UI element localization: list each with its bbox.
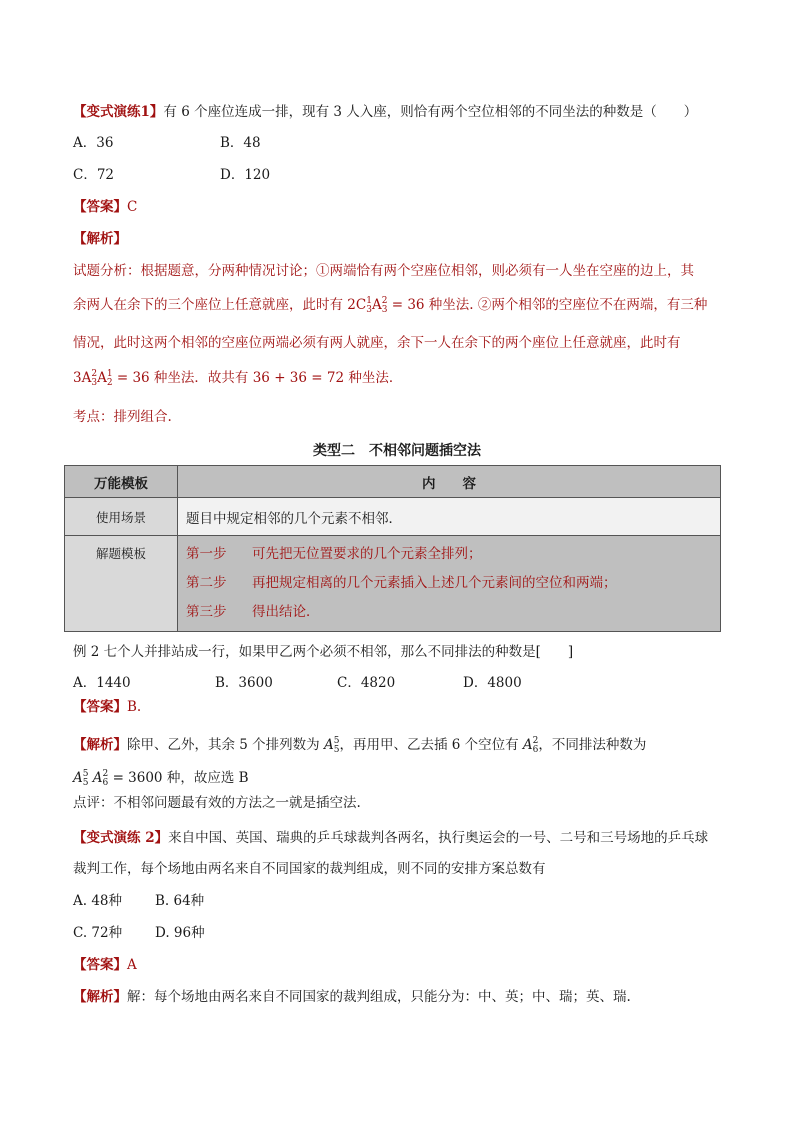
ex1-formula-2c31a32: 2C 1 3 A 2 3 — [347, 295, 388, 315]
ex1-analysis-line1: 试题分析：根据题意，分两种情况讨论；①两端恰有两个空座位相邻，则必须有一人坐在空座的边上，其 — [73, 263, 694, 279]
ex1-analysis-line2 — [73, 295, 707, 315]
ex3-line2: 裁判工作，每个场地由两名来自不同国家的裁判组成，则不同的安排方案总数有 — [73, 861, 546, 877]
table-row2-content — [178, 536, 721, 632]
ex1-analysis-line2b: = 36 种坐法. ②两个相邻的空座位不在两端，有三种 — [391, 297, 708, 313]
template-step-1 — [186, 540, 712, 569]
ex1-answer-tag: 【答案】 — [73, 199, 127, 215]
ex1-option-c: C．72 — [73, 167, 115, 183]
ex2-analysis-line2-text: = 3600 种，故应选 B — [112, 770, 249, 786]
step-2-text: 再把规定相离的几个元素插入上述几个元素间的空位和两端； — [252, 575, 617, 591]
ex2-option-b: B．3600 — [215, 675, 273, 691]
ex3-line1-text: 来自中国、英国、瑞典的乒乓球裁判各两名，执行奥运会的一号、二号和三号场地的乒乓球 — [168, 830, 709, 846]
ex3-analysis-text: 解：每个场地由两名来自不同国家的裁判组成，只能分为：中、英；中、瑞；英、瑞. — [127, 989, 631, 1005]
step-3-text: 得出结论． — [252, 604, 320, 620]
ex1-formula-3a32a21: 3A 2 3 A 1 2 — [73, 368, 113, 388]
ex1-analysis-line2a: 余两人在余下的三个座位上任意就座，此时有 — [73, 297, 343, 313]
ex1-analysis-line3: 情况，此时这两个相邻的空座位两端必须有两人就座，余下一人在余下的两个座位上任意就座，此时有 — [73, 335, 681, 351]
ex2-analysis-line2 — [73, 768, 249, 788]
ex2-question: 例 2 七个人并排站成一行，如果甲乙两个必须不相邻，那么不同排法的种数是[ ] — [73, 644, 574, 660]
ex1-analysis-line4-text: = 36 种坐法．故共有 36 + 36 = 72 种坐法． — [116, 370, 403, 386]
ex1-option-d: D．120 — [220, 167, 271, 183]
ex1-question — [73, 102, 697, 122]
template-table — [64, 465, 721, 632]
ex2-analysis-c: ，不同排法种数为 — [538, 737, 647, 753]
ex2-formula-a55: A 5 5 — [323, 735, 340, 755]
ex2-analysis-a: 除甲、乙外，其余 5 个排列数为 — [127, 737, 320, 753]
ex2-option-c: C．4820 — [337, 675, 396, 691]
step-1-label: 第一步 — [186, 546, 227, 562]
ex2-option-d: D．4800 — [463, 675, 522, 691]
ex2-answer-tag: 【答案】 — [73, 699, 127, 715]
table-header-right: 内 容 — [178, 466, 721, 498]
ex2-formula-a55a26: A 5 5 A 2 6 — [73, 768, 109, 788]
step-2-label: 第二步 — [186, 575, 227, 591]
ex3-option-c: C. 72种 — [73, 925, 123, 941]
ex1-option-b: B．48 — [220, 135, 261, 151]
step-3-label: 第三步 — [186, 604, 227, 620]
ex3-analysis — [73, 987, 631, 1007]
ex2-answer — [73, 697, 141, 717]
section-heading: 类型二 不相邻问题插空法 — [313, 443, 481, 459]
ex1-answer-value: C — [127, 199, 138, 215]
ex2-formula-a26: A 2 6 — [522, 735, 539, 755]
ex1-tag: 【变式演练1】 — [73, 104, 164, 120]
ex3-answer — [73, 955, 137, 975]
ex3-answer-value: A — [127, 957, 137, 973]
ex1-point: 考点：排列组合. — [73, 409, 172, 425]
table-row2-label: 解题模板 — [65, 536, 178, 632]
ex1-analysis-tag: 【解析】 — [73, 231, 127, 247]
ex3-option-a: A. 48种 — [73, 893, 123, 909]
ex3-tag: 【变式演练 2】 — [73, 830, 169, 846]
ex3-option-d: D. 96种 — [155, 925, 205, 941]
table-row1-label: 使用场景 — [65, 498, 178, 536]
ex3-analysis-tag: 【解析】 — [73, 989, 127, 1005]
ex3-option-b: B. 64种 — [155, 893, 205, 909]
ex2-analysis-b: ，再用甲、乙去插 6 个空位有 — [339, 737, 519, 753]
table-row1-content: 题目中规定相邻的几个元素不相邻． — [178, 498, 721, 536]
ex1-question-text: 有 6 个座位连成一排，现有 3 人入座，则恰有两个空位相邻的不同坐法的种数是（ ） — [163, 104, 698, 120]
step-1-text: 可先把无位置要求的几个元素全排列； — [252, 546, 482, 562]
ex3-answer-tag: 【答案】 — [73, 957, 127, 973]
ex2-option-a: A．1440 — [73, 675, 131, 691]
ex3-line1 — [73, 828, 708, 848]
ex2-answer-value: B. — [127, 699, 142, 715]
ex2-comment: 点评：不相邻问题最有效的方法之一就是插空法. — [73, 795, 361, 811]
ex1-analysis-line4 — [73, 368, 402, 388]
table-header-left: 万能模板 — [65, 466, 178, 498]
ex2-analysis-tag: 【解析】 — [73, 737, 127, 753]
ex1-answer — [73, 197, 137, 217]
ex2-analysis — [73, 735, 646, 755]
template-step-2 — [186, 569, 712, 598]
template-step-3 — [186, 598, 712, 627]
ex1-option-a: A．36 — [73, 135, 114, 151]
